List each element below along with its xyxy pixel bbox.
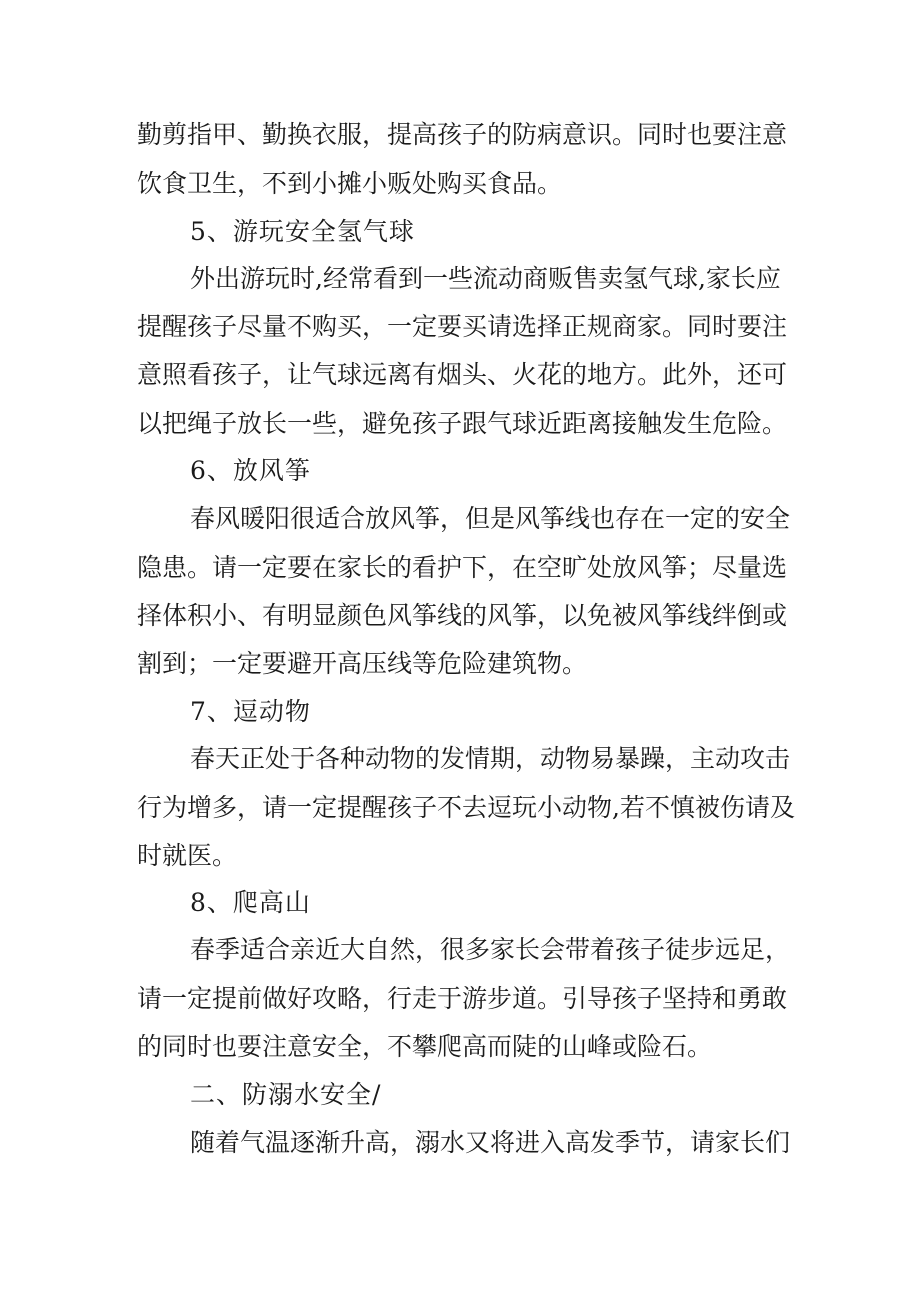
paragraph-line: 勤剪指甲、勤换衣服，提高孩子的防病意识。同时也要注意: [137, 120, 788, 149]
paragraph-line: 割到；一定要避开高压线等危险建筑物。: [137, 649, 588, 678]
paragraph-line: 时就医。: [137, 841, 238, 870]
paragraph-line: 提醒孩子尽量不购买，一定要买请选择正规商家。同时要注: [137, 312, 788, 341]
section-heading: 二、防溺水安全/: [190, 1080, 382, 1109]
paragraph-line: 择体积小、有明显颜色风筝线的风筝，以免被风筝线绊倒或: [137, 601, 788, 630]
paragraph-line: 春天正处于各种动物的发情期，动物易暴躁，主动攻击: [190, 744, 791, 773]
section-heading: 6、放风筝: [190, 456, 311, 485]
paragraph-line: 请一定提前做好攻略，行走于游步道。引导孩子坚持和勇敢: [137, 984, 788, 1013]
paragraph-line: 的同时也要注意安全，不攀爬高而陡的山峰或险石。: [137, 1032, 713, 1061]
paragraph-line: 行为增多，请一定提醒孩子不去逗玩小动物,若不慎被伤请及: [137, 793, 795, 822]
paragraph-line: 春季适合亲近大自然，很多家长会带着孩子徒步远足，: [190, 935, 791, 964]
paragraph-line: 饮食卫生，不到小摊小贩处购买食品。: [137, 169, 563, 198]
section-heading: 8、爬高山: [190, 888, 311, 917]
paragraph-line: 随着气温逐渐升高，溺水又将进入高发季节，请家长们: [190, 1128, 791, 1157]
section-heading: 7、逗动物: [190, 697, 311, 726]
paragraph-line: 意照看孩子，让气球远离有烟头、火花的地方。此外，还可: [137, 360, 788, 389]
section-heading: 5、游玩安全氢气球: [190, 217, 415, 246]
paragraph-line: 隐患。请一定要在家长的看护下，在空旷处放风筝；尽量选: [137, 553, 788, 582]
paragraph-line: 外出游玩时,经常看到一些流动商贩售卖氢气球,家长应: [190, 264, 781, 293]
paragraph-line: 春风暖阳很适合放风筝，但是风筝线也存在一定的安全: [190, 504, 791, 533]
paragraph-line: 以把绳子放长一些，避免孩子跟气球近距离接触发生危险。: [137, 409, 788, 438]
